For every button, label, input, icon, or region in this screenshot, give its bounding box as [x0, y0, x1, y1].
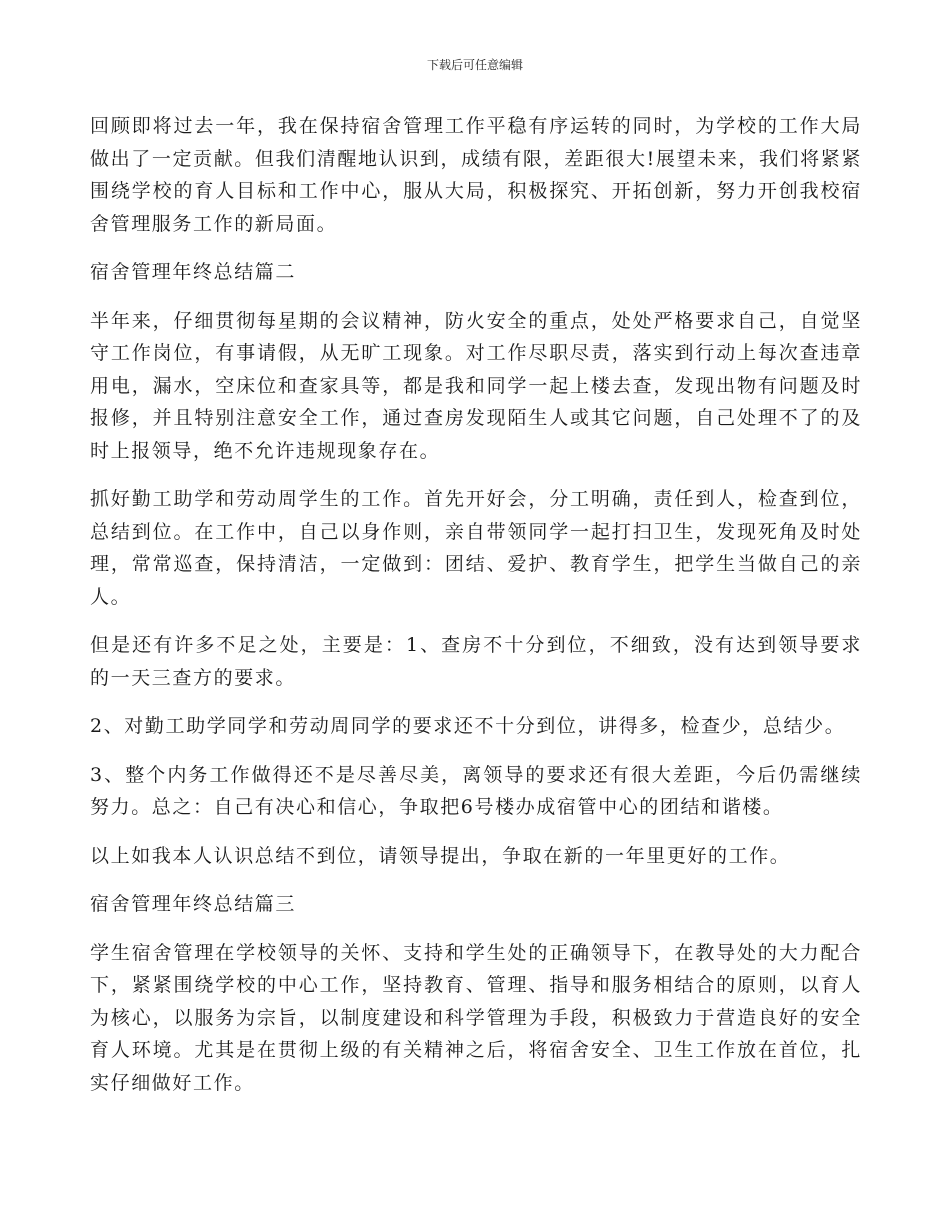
paragraph: 2、对勤工助学同学和劳动周同学的要求还不十分到位，讲得多，检查少，总结少。 [90, 715, 846, 737]
paragraph: 学生宿舍管理在学校领导的关怀、支持和学生处的正确领导下，在教导处的大力配合下，紧紧围绕学校的中心工作，坚持教育、管理、指导和服务相结合的原则，以育人为核心，以服务为宗旨，以制度建设和科学管理为手段，积极致力于营造良好的安全育人环境。尤其是在贯彻上级的有关精神之后，将宿舍安全、卫生工作放在首位，扎实仔细做好工作。 [90, 941, 862, 1094]
page-header: 下载后可任意编辑 [426, 58, 523, 72]
paragraph: 以上如我本人认识总结不到位，请领导提出，争取在新的一年里更好的工作。 [90, 844, 791, 867]
section-heading: 宿舍管理年终总结篇三 [90, 893, 297, 915]
paragraph: 但是还有许多不足之处，主要是：1、查房不十分到位，不细致，没有达到领导要求的一天三查方的要求。 [90, 634, 862, 689]
paragraph: 半年来，仔细贯彻每星期的会议精神，防火安全的重点，处处严格要求自己，自觉坚守工作岗位，有事请假，从无旷工现象。对工作尽职尽责，落实到行动上每次查违章用电，漏水，空床位和查家具等，都是我和同学一起上楼去查，发现出物有问题及时报修，并且特别注意安全工作，通过查房发现陌生人或其它问题，自己处理不了的及时上报领导，绝不允许违规现象存在。 [90, 309, 862, 462]
paragraph: 3、整个内务工作做得还不是尽善尽美，离领导的要求还有很大差距，今后仍需继续努力。总之：自己有决心和信心，争取把6号楼办成宿管中心的团结和谐楼。 [90, 763, 862, 818]
section-heading: 宿舍管理年终总结篇二 [90, 261, 297, 283]
paragraph: 回顾即将过去一年，我在保持宿舍管理工作平稳有序运转的同时，为学校的工作大局做出了一定贡献。但我们清醒地认识到，成绩有限，差距很大!展望未来，我们将紧紧围绕学校的育人目标和工作中心，服从大局，积极探究、开拓创新，努力开创我校宿舍管理服务工作的新局面。 [90, 115, 862, 235]
paragraph: 抓好勤工助学和劳动周学生的工作。首先开好会，分工明确，责任到人，检查到位，总结到位。在工作中，自己以身作则，亲自带领同学一起打扫卫生，发现死角及时处理，常常巡查，保持清洁，一定做到：团结、爱护、教育学生，把学生当做自己的亲人。 [90, 488, 862, 608]
document-body [90, 110, 862, 1115]
